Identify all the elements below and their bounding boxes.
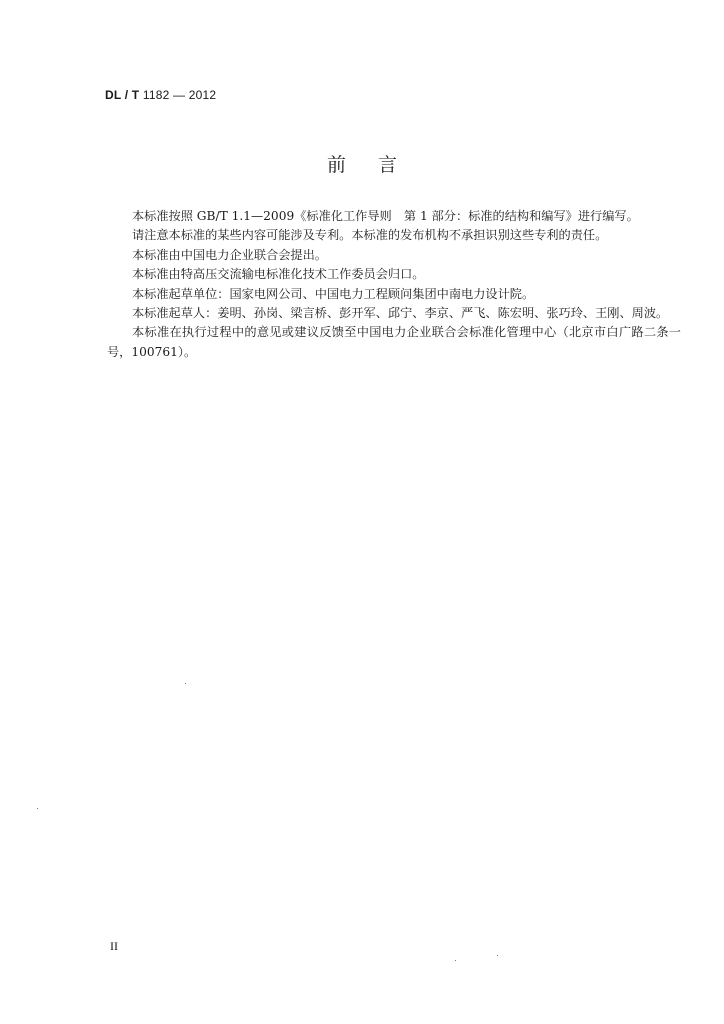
paragraph-feedback-address: 本标准在执行过程中的意见或建议反馈至中国电力企业联合会标准化管理中心（北京市白广路二条一号，100761）。	[107, 325, 681, 359]
scan-speck	[455, 960, 456, 961]
paragraph-drafters: 本标准起草人：姜明、孙岗、梁言桥、彭开军、邱宁、李京、严飞、陈宏明、张巧玲、王刚、周波。	[132, 306, 669, 321]
paragraph-patent-notice: 请注意本标准的某些内容可能涉及专利。本标准的发布机构不承担识别这些专利的责任。	[132, 228, 608, 243]
paragraph-proposer: 本标准由中国电力企业联合会提出。	[132, 247, 327, 262]
paragraph-drafting-organizations: 本标准起草单位：国家电网公司、中国电力工程顾问集团中南电力设计院。	[132, 286, 535, 301]
paragraph-drafting-rules: 本标准按照 GB/T 1.1—2009《标准化工作导则 第 1 部分：标准的结构和编写》进行编写。	[132, 209, 639, 223]
page-title: 前言	[326, 154, 429, 176]
scan-speck	[37, 808, 38, 809]
standard-code-header	[105, 88, 216, 102]
standard-code-prefix: DL / T	[105, 88, 140, 102]
scan-speck	[497, 955, 498, 956]
scan-speck	[185, 683, 186, 684]
paragraph-responsible-committee: 本标准由特高压交流输电标准化技术工作委员会归口。	[132, 267, 425, 282]
standard-code-number: 1182 — 2012	[139, 88, 217, 102]
foreword-body	[107, 207, 681, 362]
page-number: II	[110, 939, 118, 953]
